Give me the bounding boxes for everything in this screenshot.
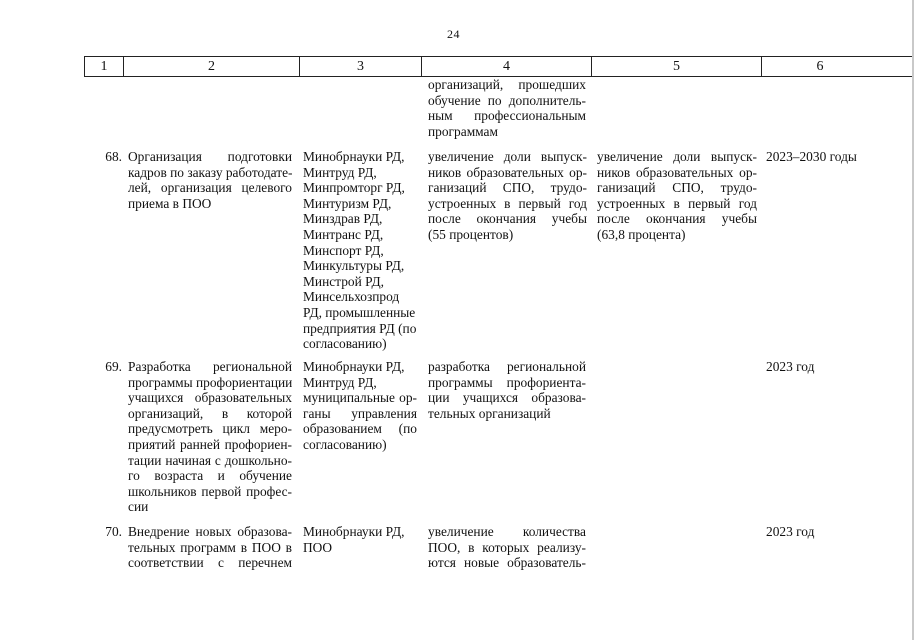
text-line: Минстрой РД, <box>303 273 385 289</box>
text-line: обучение по дополнитель- <box>428 92 586 108</box>
text-line: кадров по заказу работодате- <box>128 164 293 180</box>
text-line: (63,8 процента) <box>597 226 686 242</box>
text-line: приема в ПОО <box>128 195 212 211</box>
row-68-deadline: 2023–2030 годы <box>766 149 857 164</box>
text-line: соответствии с перечнем <box>128 555 292 571</box>
text-line: муниципальные ор- <box>303 390 417 406</box>
text-line: организаций, прошедших <box>428 77 586 92</box>
text-line: ции учащихся образова- <box>428 390 586 406</box>
text-line: Минкультуры РД, <box>303 258 405 274</box>
text-line: программы профориента- <box>428 374 586 390</box>
header-col-1: 1 <box>84 57 124 76</box>
header-col-6: 6 <box>816 59 824 74</box>
text-line: после окончания учебы <box>428 211 587 227</box>
text-line: устроенных в первый год <box>428 195 587 211</box>
text-line: Минздрав РД, <box>303 211 383 227</box>
text-line: согласованию) <box>303 436 387 452</box>
row-69-executors <box>303 359 417 453</box>
text-line: тельных программ в ПОО в <box>128 539 292 555</box>
row-69-number: 69. <box>105 359 122 374</box>
row-68-result <box>597 149 757 243</box>
row-70-deadline: 2023 год <box>766 524 815 539</box>
row-70-measure <box>128 524 292 571</box>
text-line: программам <box>428 123 498 139</box>
text-line: организаций, в которой <box>128 405 292 421</box>
row-68-number: 68. <box>105 149 122 164</box>
text-line: ников образовательных ор- <box>428 164 587 180</box>
text-line: разработка региональной <box>428 359 586 374</box>
text-line: предусмотреть цикл меро- <box>128 421 292 437</box>
text-line: Внедрение новых образова- <box>128 524 292 539</box>
text-line: лей, организация целевого <box>128 180 292 196</box>
text-line: согласованию) <box>303 336 387 352</box>
text-line: увеличение количества <box>428 524 586 539</box>
table-header-row <box>84 56 914 77</box>
text-line: Минобрнауки РД, <box>303 149 405 164</box>
row-70-executors <box>303 524 421 555</box>
text-line: увеличение доли выпуск- <box>597 149 757 164</box>
text-line: (55 процентов) <box>428 226 514 242</box>
text-line: увеличение доли выпуск- <box>428 149 587 164</box>
row-68-executors <box>303 149 421 352</box>
header-col-3: 3 <box>300 57 422 76</box>
row-69-deadline: 2023 год <box>766 359 815 374</box>
row-68-indicator <box>428 149 587 243</box>
row-69-indicator <box>428 359 586 421</box>
header-col-4: 4 <box>422 57 592 76</box>
text-line: Минобрнауки РД, <box>303 524 405 539</box>
text-line: Минтруд РД, <box>303 374 377 390</box>
text-line: ются новые образователь- <box>428 555 586 571</box>
text-line: РД, промышленные <box>303 304 416 320</box>
text-line: Организация подготовки <box>128 149 292 164</box>
page-number: 24 <box>447 27 460 41</box>
text-line: приятий ранней профориен- <box>128 436 292 452</box>
text-line: тации начиная с дошкольно- <box>128 452 292 468</box>
text-line: Минтуризм РД, <box>303 195 392 211</box>
text-line: программы профориентации <box>128 374 293 390</box>
text-line: Минсельхозпрод <box>303 289 400 305</box>
row-70-number: 70. <box>105 524 122 539</box>
text-line: Минпромторг РД, <box>303 180 405 196</box>
text-line: Минтранс РД, <box>303 226 384 242</box>
text-line: школьников первой профес- <box>128 483 292 499</box>
text-line: предприятия РД (по <box>303 320 417 336</box>
text-line: ганизаций СПО, трудо- <box>597 180 757 196</box>
text-line: образованием (по <box>303 421 417 437</box>
text-line: ганизаций СПО, трудо- <box>428 180 587 196</box>
text-line: Минобрнауки РД, <box>303 359 405 374</box>
row-69-measure <box>128 359 292 515</box>
text-line: ным профессиональным <box>428 108 586 124</box>
text-line: устроенных в первый год <box>597 195 757 211</box>
text-line: Минспорт РД, <box>303 242 384 258</box>
text-line: после окончания учебы <box>597 211 757 227</box>
text-line: тельных организаций <box>428 405 551 421</box>
text-line: ПОО, в которых реализу- <box>428 539 586 555</box>
text-line: Разработка региональной <box>128 359 292 374</box>
text-line: сии <box>128 499 149 515</box>
text-line: ников образовательных ор- <box>597 164 757 180</box>
text-line: Минтруд РД, <box>303 164 377 180</box>
header-col-5: 5 <box>592 57 762 76</box>
text-line: ганы управления <box>303 405 417 421</box>
header-col-2: 2 <box>124 57 300 76</box>
text-line: ПОО <box>303 539 333 555</box>
continuation-col4 <box>428 77 586 139</box>
text-line: го возраста и обучение <box>128 468 292 484</box>
row-70-indicator <box>428 524 586 571</box>
text-line: учащихся образовательных <box>128 390 292 406</box>
row-68-measure <box>128 149 292 211</box>
